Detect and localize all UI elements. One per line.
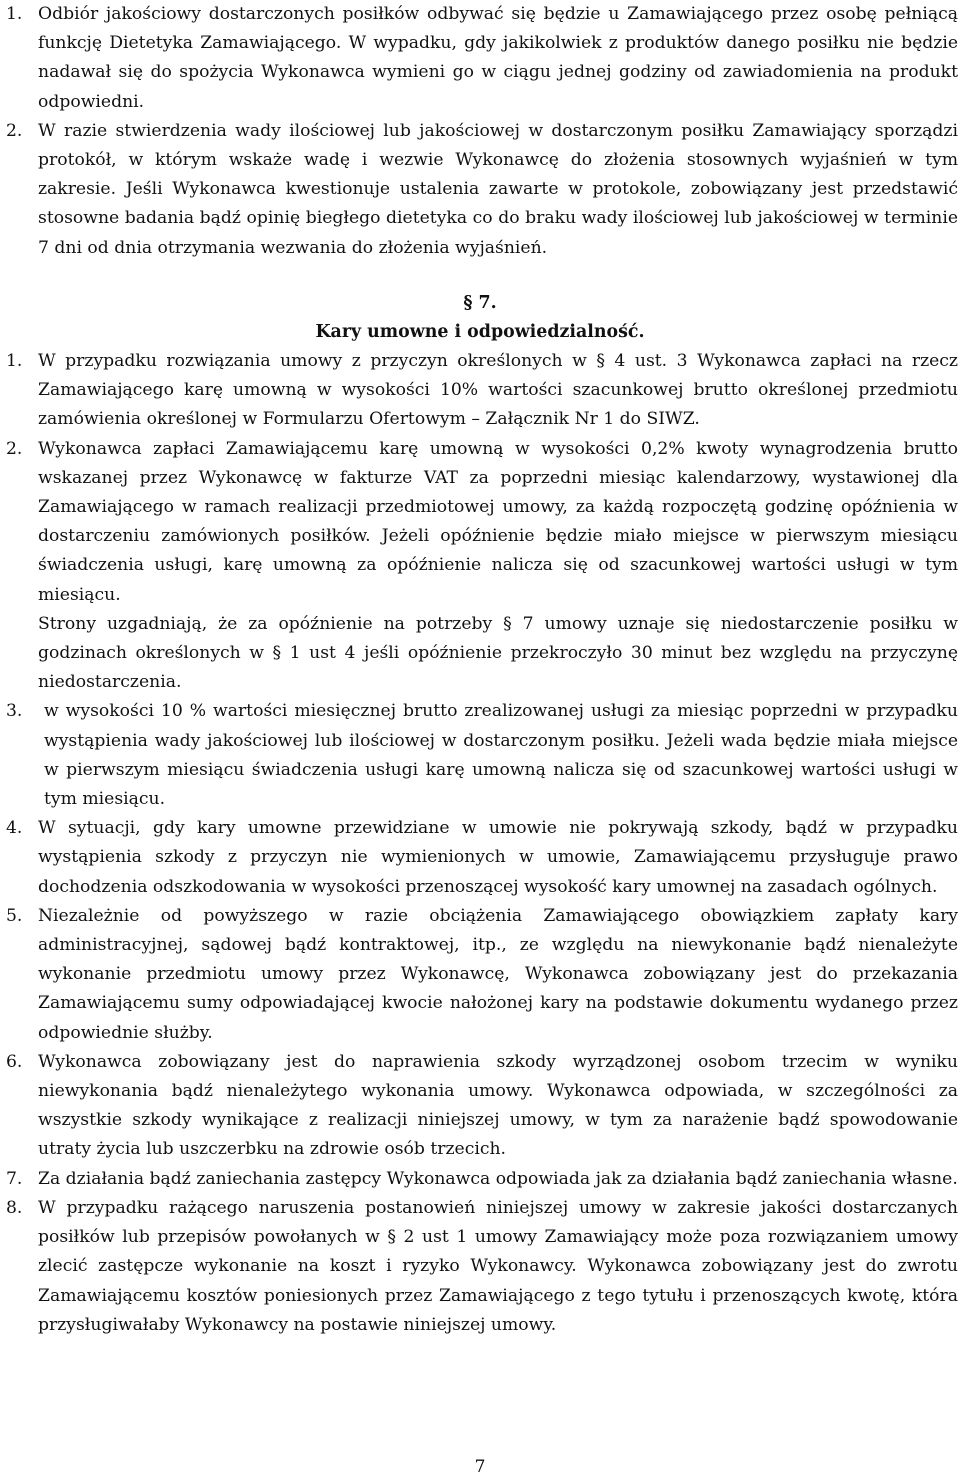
- list-item: [0, 0, 960, 117]
- item-text: W sytuacji, gdy kary umowne przewidziane w umowie nie pokrywają szkody, bądź w przypadku wystąpienia szkody z przyczyn nie wymienionych w umowie, Zamawiającemu przysługuje prawo dochodzenia odszkodowania w wysokości przenoszącej wysokość kary umownej na zasadach ogólnych.: [38, 818, 958, 897]
- item-number: 8.: [6, 1197, 23, 1218]
- list-item: [0, 435, 960, 698]
- item-text: w wysokości 10 % wartości miesięcznej brutto zrealizowanej usługi za miesiąc poprzedni w przypadku wystąpienia wady jakościowej lub ilościowej w dostarczonym posiłku. Jeżeli wada będzie miała miejsce w pierwszym miesiącu świadczenia usługi karę umowną nalicza się od szacunkowej wartości usługi w tym miesiącu.: [44, 701, 958, 810]
- section-number: § 7.: [463, 293, 497, 313]
- item-number: 1.: [6, 351, 23, 371]
- item-number: 3.: [6, 701, 23, 722]
- item-text: W przypadku rażącego naruszenia postanowień niniejszej umowy w zakresie jakości dostarczanych posiłków lub przepisów powołanych w § 2 ust 1 umowy Zamawiający może poza rozwiązaniem umowy zlecić zastępcze wykonanie na koszt i ryzyko Wykonawcy. Wykonawca zobowiązany jest do zwrotu Zamawiającemu kosztów poniesionych przez Zamawiającego z tego tytułu i przenoszących kwotę, która przysługiwałaby Wykonawcy na postawie niniejszej umowy.: [38, 1197, 958, 1335]
- item-text: W przypadku rozwiązania umowy z przyczyn określonych w § 4 ust. 3 Wykonawca zapłaci na rzecz Zamawiającego karę umowną w wysokości 10% wartości szacunkowej brutto określonej przedmiotu zamówienia określonej w Formularzu Ofertowym – Załącznik Nr 1 do SIWZ.: [38, 351, 958, 430]
- item-text: Odbiór jakościowy dostarczonych posiłków odbywać się będzie u Zamawiającego przez osobę pełniącą funkcję Dietetyka Zamawiającego. W wypadku, gdy jakikolwiek z produktów danego posiłku nie będzie nadawał się do spożycia Wykonawca wymieni go w ciągu jednej godziny od zawiadomienia na produkt odpowiedni.: [38, 4, 958, 112]
- list-item: [0, 1194, 960, 1340]
- item-number: 4.: [6, 818, 23, 839]
- section-title: Kary umowne i odpowiedzialność.: [315, 322, 645, 342]
- list-item: [0, 117, 960, 263]
- item-text-continuation: Strony uzgadniają, że za opóźnienie na potrzeby § 7 umowy uznaje się niedostarczenie posiłku w godzinach określonych w § 1 ust 4 jeśli opóźnienie przekroczyło 30 minut bez względu na przyczynę niedostarczenia.: [38, 613, 958, 693]
- item-text: Wykonawca zobowiązany jest do naprawienia szkody wyrządzonej osobom trzecim w wyniku niewykonania bądź nienależytego wykonania umowy. Wykonawca odpowiada, w szczególności za wszystkie szkody wynikające z realizacji niniejszej umowy, w tym za narażenie bądź spowodowanie utraty życia lub uszczerbku na zdrowie osób trzecich.: [38, 1051, 958, 1160]
- item-text: W razie stwierdzenia wady ilościowej lub jakościowej w dostarczonym posiłku Zamawiający sporządzi protokół, w którym wskaże wadę i wezwie Wykonawcę do złożenia stosownych wyjaśnień w tym zakresie. Jeśli Wykonawca kwestionuje ustalenia zawarte w protokole, zobowiązany jest przedstawić stosowne badania bądź opinię biegłego dietetyka co do braku wady ilościowej lub jakościowej w terminie 7 dni od dnia otrzymania wezwania do złożenia wyjaśnień.: [38, 120, 958, 258]
- list-item: [0, 1048, 960, 1165]
- list-item: [0, 347, 960, 435]
- item-number: 5.: [6, 905, 23, 926]
- item-number: 7.: [6, 1168, 23, 1189]
- list-item: [0, 697, 960, 814]
- paragraph-list-lower: [0, 347, 960, 1340]
- item-number: 6.: [6, 1051, 23, 1072]
- item-text: Wykonawca zapłaci Zamawiającemu karę umowną w wysokości 0,2% kwoty wynagrodzenia brutto wskazanej przez Wykonawcę w fakturze VAT za poprzedni miesiąc kalendarzowy, wystawionej dla Zamawiającego w ramach realizacji przedmiotowej umowy, za każdą rozpoczętą godzinę opóźnienia w dostarczeniu zamówionych posiłków. Jeżeli opóźnienie będzie miało miejsce w pierwszym miesiącu świadczenia usługi, karę umowną za opóźnienie nalicza się od szacunkowej wartości usługi w tym miesiącu.: [38, 438, 958, 605]
- item-number: 2.: [6, 120, 23, 141]
- item-text: Za działania bądź zaniechania zastępcy Wykonawca odpowiada jak za działania bądź zaniechania własne.: [38, 1168, 958, 1189]
- list-item: [0, 902, 960, 1048]
- item-text: Niezależnie od powyższego w razie obciążenia Zamawiającego obowiązkiem zapłaty kary administracyjnej, sądowej bądź kontraktowej, itp., ze względu na niewykonanie bądź nienależyte wykonanie przedmiotu umowy przez Wykonawcę, Wykonawca zobowiązany jest do przekazania Zamawiającemu sumy odpowiadającej kwocie nałożonej kary na podstawie dokumentu wydanego przez odpowiednie służby.: [38, 905, 958, 1043]
- page-number: 7: [474, 1457, 486, 1477]
- paragraph-list-upper: [0, 0, 960, 263]
- item-number: 1.: [6, 4, 23, 24]
- list-item: [0, 1165, 960, 1194]
- list-item: [0, 814, 960, 902]
- item-number: 2.: [6, 438, 23, 459]
